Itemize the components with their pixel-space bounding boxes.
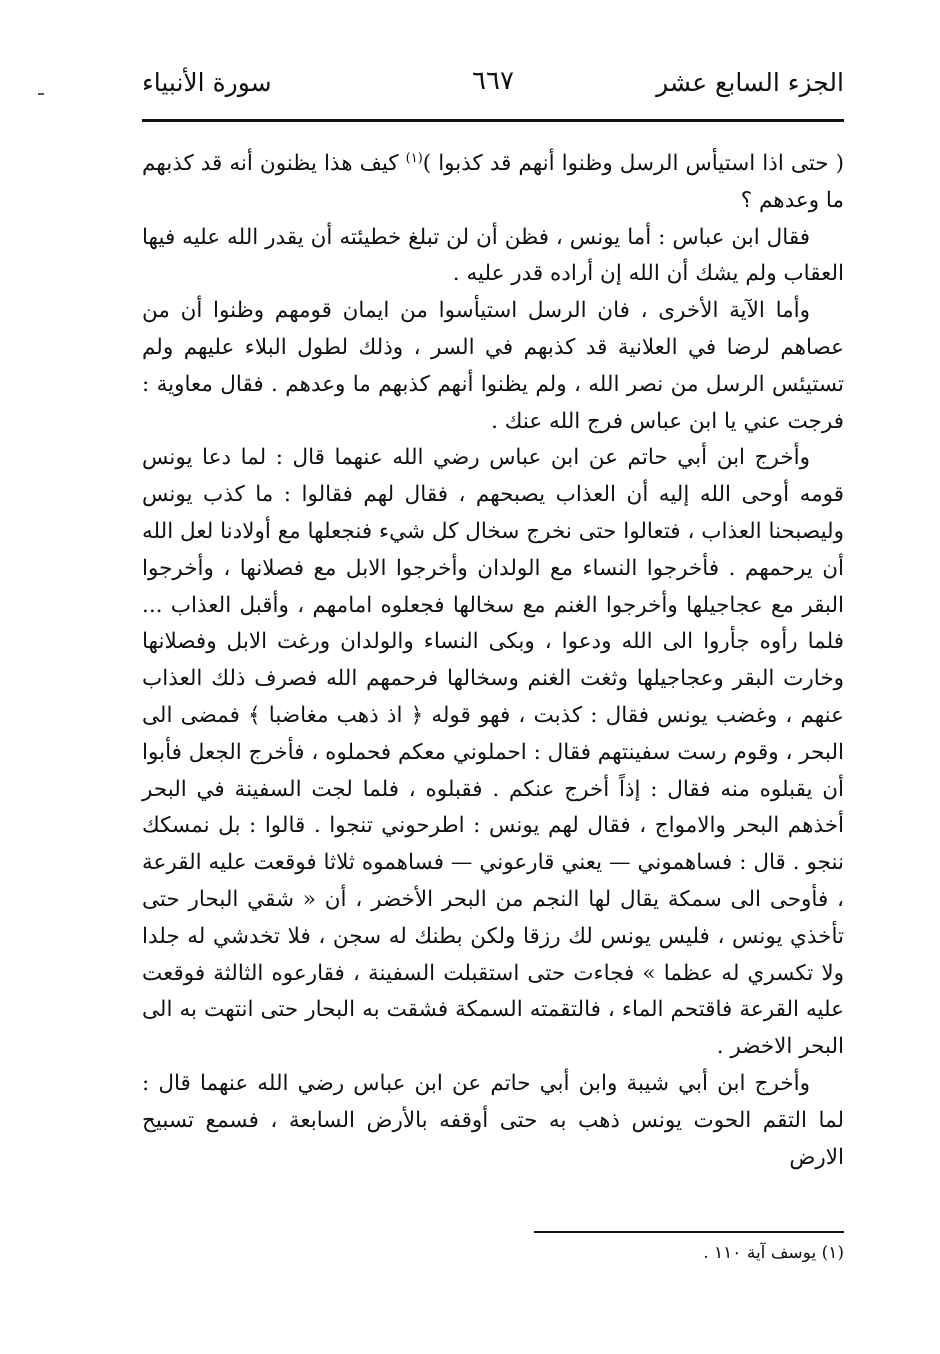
footnote: (١) يوسف آية ١١٠ . bbox=[703, 1243, 844, 1263]
footnote-rule bbox=[534, 1231, 844, 1233]
margin-mark bbox=[38, 93, 44, 95]
paragraph-1-rest: كيف هذا يظنون أنه قد كذبهم ما وعدهم ؟ bbox=[142, 151, 844, 213]
paragraph-3: وأما الآية الأخرى ، فان الرسل استيأسوا من ايمان قومهم وظنوا أن من عصاهم لرضا في العلانية قد كذبهم في السر ، وذلك لطول البلاء عليهم ولم تستيئس الرسل من نصر الله ، ولم يظنوا أنهم كذبهم ما وعدهم . فقال معاوية : فرجت عني يا ابن عباس فرج الله عنك . bbox=[142, 298, 844, 434]
page-number: ٦٦٧ bbox=[472, 66, 514, 96]
part-title: الجزء السابع عشر bbox=[656, 68, 844, 97]
body-text bbox=[142, 146, 844, 1176]
quoted-verse: ( حتى اذا استيأس الرسل وظنوا أنهم قد كذبوا ) bbox=[422, 151, 844, 176]
paragraph-2: فقال ابن عباس : أما يونس ، فظن أن لن تبلغ خطيئته أن يقدر الله عليه فيها العقاب ولم يشك أن الله إن أراده قدر عليه . bbox=[142, 224, 844, 287]
paragraph-1 bbox=[142, 146, 844, 220]
footnote-reference: (١) bbox=[405, 150, 423, 166]
header-rule bbox=[142, 119, 844, 122]
paragraph-4: وأخرج ابن أبي حاتم عن ابن عباس رضي الله عنهما قال : لما دعا يونس قومه أوحى الله إليه أن العذاب يصبحهم ، فقال لهم فقالوا : ما كذب يونس وليصبحنا العذاب ، فتعالوا حتى نخرج سخال كل شيء فنجعلها مع أولادنا لعل الله أن يرحمهم . فأخرجوا النساء مع الولدان وأخرجوا الابل مع فصلانها ، وأخرجوا البقر مع عجاجيلها وأخرجوا الغنم مع سخالها فجعلوه امامهم ، وأقبل العذاب ... فلما رأوه جأروا الى الله ودعوا ، وبكى النساء والولدان ورغت الابل وفصلانها وخارت البقر وعجاجيلها وثغت الغنم وسخالها فرحمهم الله فصرف ذلك العذاب عنهم ، وغضب يونس فقال : كذبت ، فهو قوله ﴿ اذ ذهب مغاضبا ﴾ فمضى الى البحر ، وقوم رست سفينتهم فقال : احملوني معكم فحملوه ، فأخرج الجعل فأبوا أن يقبلوه منه فقال : إذاً أخرج عنكم . فقبلوه ، فلما لجت السفينة في البحر أخذهم البحر والامواج ، فقال لهم يونس : اطرحوني تنجوا . قالوا : بل نمسكك ننجو . قال : فساهموني — يعني قارعوني — فساهموه ثلاثا فوقعت عليه القرعة ، فأوحى الى سمكة يقال لها النجم من البحر الأخضر ، أن « شقي البحار حتى تأخذي يونس ، فليس يونس لك رزقا ولكن بطنك له سجن ، فلا تخدشي له جلدا ولا تكسري له عظما » فجاءت حتى استقبلت السفينة ، فقارعوه الثالثة فوقعت عليه القرعة فاقتحم الماء ، فالتقمته السمكة فشقت به البحار حتى انتهت به الى البحر الاخضر . bbox=[142, 445, 844, 1060]
paragraph-5: وأخرج ابن أبي شيبة وابن أبي حاتم عن ابن عباس رضي الله عنهما قال : لما التقم الحوت يونس ذهب به حتى أوقفه بالأرض السابعة ، فسمع تسبيح الارض bbox=[142, 1070, 844, 1170]
running-header bbox=[142, 60, 844, 116]
surah-title: سورة الأنبياء bbox=[142, 68, 272, 97]
